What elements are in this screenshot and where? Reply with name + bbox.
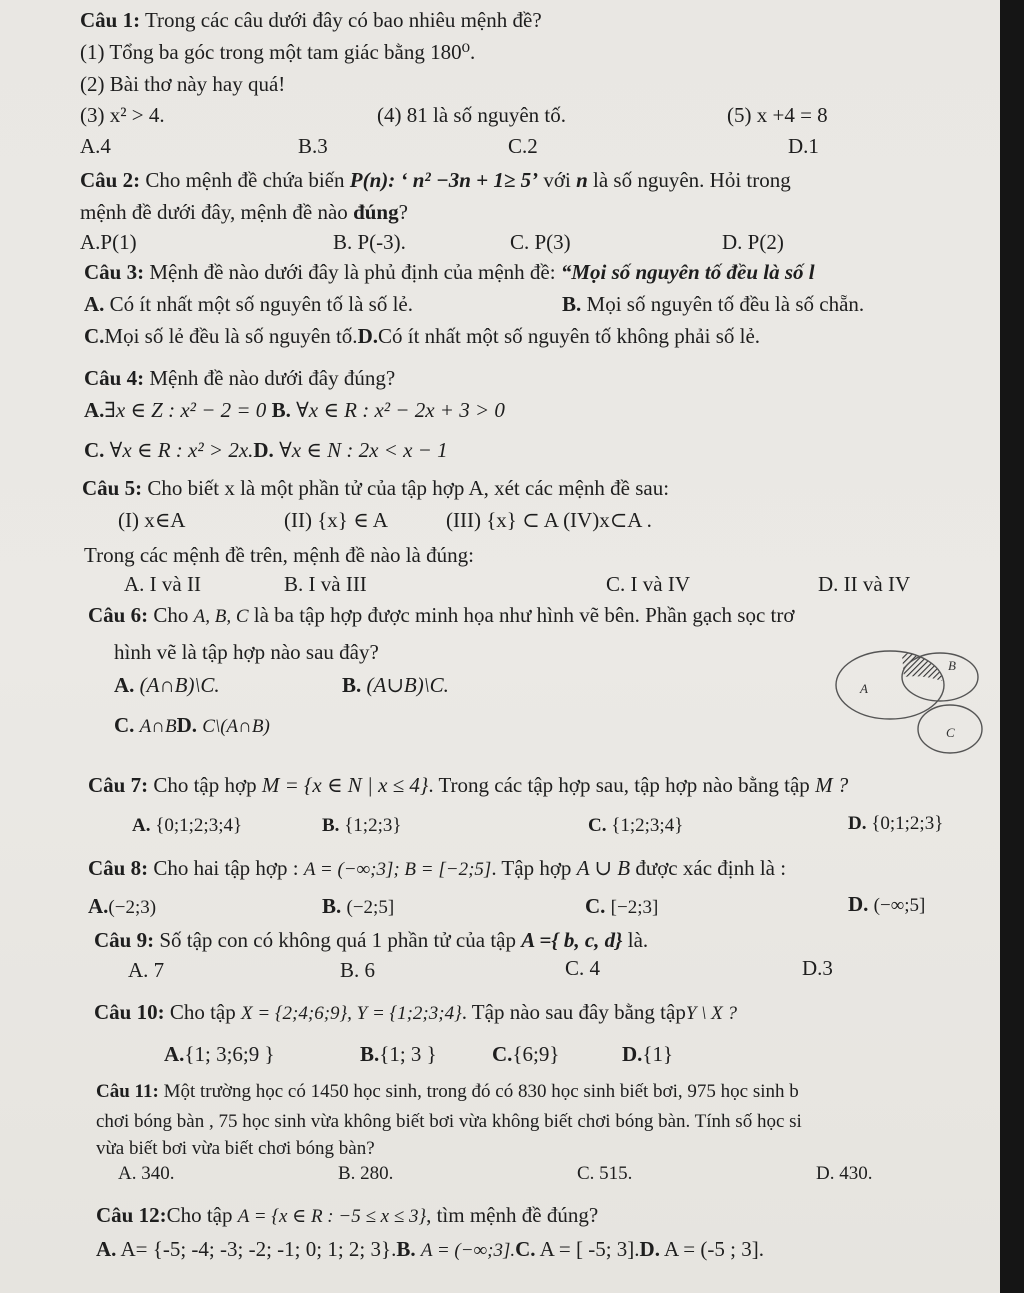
q2-option-d: D. P(2) bbox=[722, 230, 784, 254]
q1-option-a: A.4 bbox=[80, 134, 111, 158]
q6-option-cd: C. A∩BD. C\(A∩B) bbox=[114, 713, 270, 737]
q1-option-d: D.1 bbox=[788, 134, 819, 158]
q4-option-ab: A.∃x ∈ Z : x² − 2 = 0 B. ∀x ∈ R : x² − 2x + 3 > 0 bbox=[84, 398, 505, 422]
q9-option-b: B. 6 bbox=[340, 958, 376, 982]
q7-option-d: D. {0;1;2;3} bbox=[848, 813, 944, 834]
q7-option-c: C. {1;2;3;4} bbox=[588, 815, 684, 836]
q2-option-b: B. P(-3). bbox=[333, 230, 406, 254]
q10-option-b: B.{1; 3 } bbox=[360, 1042, 437, 1066]
q9-option-d: D.3 bbox=[802, 956, 833, 980]
q8-option-c: C. [−2;3] bbox=[585, 894, 659, 918]
hatched-region bbox=[902, 652, 943, 681]
q3-option-b: B. Mọi số nguyên tố đều là số chẵn. bbox=[562, 292, 865, 316]
q6-stem-line2: hình vẽ là tập hợp nào sau đây? bbox=[114, 640, 379, 664]
q11-stem-line2: chơi bóng bàn , 75 học sinh vừa không biết bơi vừa không biết chơi bóng bàn. Tính số học si bbox=[96, 1111, 802, 1132]
venn-label-b: B bbox=[948, 658, 956, 673]
q6-stem: Câu 6: Cho A, B, C là ba tập hợp được minh họa như hình vẽ bên. Phần gạch sọc trơ bbox=[88, 603, 795, 627]
q2-option-c: C. P(3) bbox=[510, 230, 571, 254]
q5-question: Trong các mệnh đề trên, mệnh đề nào là đúng: bbox=[84, 543, 474, 567]
q8-stem: Câu 8: Cho hai tập hợp : A = (−∞;3]; B = [−2;5]. Tập hợp A ∪ B được xác định là : bbox=[88, 856, 787, 880]
q11-option-d: D. 430. bbox=[816, 1163, 873, 1184]
q3-stem: Câu 3: Mệnh đề nào dưới đây là phủ định của mệnh đề: “Mọi số nguyên tố đều là số l bbox=[84, 260, 815, 284]
q10-option-c: C.{6;9} bbox=[492, 1042, 560, 1066]
q10-option-a: A.{1; 3;6;9 } bbox=[164, 1042, 275, 1066]
q5-option-d: D. II và IV bbox=[818, 572, 911, 596]
q10-option-d: D.{1} bbox=[622, 1042, 674, 1066]
q5-option-a: A. I và II bbox=[124, 572, 201, 596]
venn-label-c: C bbox=[946, 725, 955, 740]
q7-option-b: B. {1;2;3} bbox=[322, 815, 402, 836]
q7-option-a: A. {0;1;2;3;4} bbox=[132, 815, 243, 836]
q10-stem: Câu 10: Cho tập X = {2;4;6;9}, Y = {1;2;3;4}. Tập nào sau đây bằng tậpY \ X ? bbox=[94, 1000, 738, 1024]
q8-option-d: D. (−∞;5] bbox=[848, 892, 926, 916]
q1-s5: (5) x +4 = 8 bbox=[727, 103, 828, 127]
q5-item-1: (I) x∈A bbox=[118, 508, 186, 532]
q11-stem-line1: Câu 11: Một trường học có 1450 học sinh, trong đó có 830 học sinh biết bơi, 975 học sinh b bbox=[96, 1081, 799, 1102]
venn-label-a: A bbox=[860, 681, 868, 696]
q2-stem-line2: mệnh đề dưới đây, mệnh đề nào đúng? bbox=[80, 200, 408, 224]
dark-edge bbox=[1000, 0, 1024, 1293]
q5-item-3: (III) {x} ⊂ A (IV)x⊂A . bbox=[446, 508, 652, 532]
q11-stem-line3: vừa biết bơi vừa biết chơi bóng bàn? bbox=[96, 1138, 375, 1159]
q8-option-a: A.(−2;3) bbox=[88, 894, 157, 918]
q1-option-c: C.2 bbox=[508, 134, 538, 158]
q5-item-2: (II) {x} ∈ A bbox=[284, 508, 388, 532]
q3-option-a: A. Có ít nhất một số nguyên tố là số lẻ. bbox=[84, 292, 413, 316]
q2-option-a: A.P(1) bbox=[80, 230, 137, 254]
q7-stem: Câu 7: Cho tập hợp M = {x ∈ N | x ≤ 4}. Trong các tập hợp sau, tập hợp nào bằng tập M ? bbox=[88, 773, 849, 797]
q12-stem: Câu 12:Cho tập A = {x ∈ R : −5 ≤ x ≤ 3}, tìm mệnh đề đúng? bbox=[96, 1203, 599, 1227]
q4-stem: Câu 4: Mệnh đề nào dưới đây đúng? bbox=[84, 366, 396, 390]
q11-option-a: A. 340. bbox=[118, 1163, 175, 1184]
q3-option-cd: C.Mọi số lẻ đều là số nguyên tố.D.Có ít nhất một số nguyên tố không phải số lẻ. bbox=[84, 324, 761, 348]
q9-option-c: C. 4 bbox=[565, 956, 601, 980]
q1-s2: (2) Bài thơ này hay quá! bbox=[80, 72, 286, 96]
q12-options: A. A= {-5; -4; -3; -2; -1; 0; 1; 2; 3}.B. A = (−∞;3].C. A = [ -5; 3].D. A = (-5 ; 3]. bbox=[96, 1237, 764, 1261]
q1-s1: (1) Tổng ba góc trong một tam giác bằng 180⁰. bbox=[80, 40, 476, 64]
q9-stem: Câu 9: Số tập con có không quá 1 phần tử của tập A ={ b, c, d} là. bbox=[94, 928, 649, 952]
q6-option-a: A. (A∩B)\C. bbox=[114, 673, 220, 697]
q1-s4: (4) 81 là số nguyên tố. bbox=[377, 103, 566, 127]
q8-option-b: B. (−2;5] bbox=[322, 894, 395, 918]
q2-stem: Câu 2: Cho mệnh đề chứa biến P(n): ‘ n² −3n + 1≥ 5’ với n là số nguyên. Hỏi trong bbox=[80, 168, 791, 192]
q1-stem: Câu 1: Trong các câu dưới đây có bao nhiêu mệnh đề? bbox=[80, 8, 542, 32]
q5-option-b: B. I và III bbox=[284, 572, 367, 596]
q1-option-b: B.3 bbox=[298, 134, 328, 158]
q5-stem: Câu 5: Cho biết x là một phần tử của tập hợp A, xét các mệnh đề sau: bbox=[82, 476, 670, 500]
q11-option-b: B. 280. bbox=[338, 1163, 394, 1184]
q11-option-c: C. 515. bbox=[577, 1163, 633, 1184]
q6-option-b: B. (A∪B)\C. bbox=[342, 673, 449, 697]
q5-option-c: C. I và IV bbox=[606, 572, 690, 596]
q9-option-a: A. 7 bbox=[128, 958, 165, 982]
q1-s3: (3) x² > 4. bbox=[80, 103, 165, 127]
venn-diagram bbox=[830, 645, 990, 755]
q4-option-cd: C. ∀x ∈ R : x² > 2x.D. ∀x ∈ N : 2x < x − 1 bbox=[84, 438, 448, 462]
venn-set-a bbox=[836, 651, 944, 719]
